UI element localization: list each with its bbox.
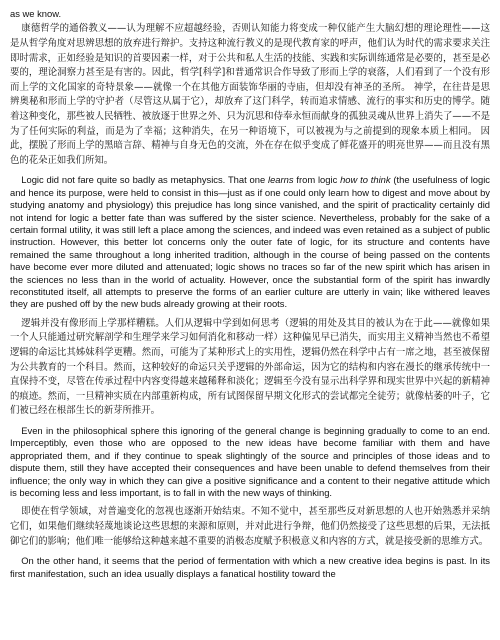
emphasis-learns: learns xyxy=(268,174,294,186)
paragraph-en-philosophy: Even in the philosophical sphere this ignoring of the general change is beginning gradually to come to an end. Imperceptibly, even those who are opposed to the new ideas have become familiar with them and have appropriated them, and if they continue to speak slightingly of the source and principles of those ideas and to dispute them, still they have accepted their consequences and have been unable to defend themselves from their influence; the only way in which they can give a positive significance and a content to their negative attitude which is becoming less and less important, is to fall in with the new ways of thinking. xyxy=(10,424,490,498)
text-run: (the usefulness of logic and hence its purpose, were held to consist in this—just as if one could only learn how to digest and move about by studying anatomy and physiology) this prejudice has long since vanished, and the spirit of practicality certainly did not intend for logic a better fate than was suffered by the sister science. Nevertheless, probably for the sake of a certain formal utility, it was still left a place among the sciences, and indeed was even retained as a subject of public instruction. However, this better lot concerns only the outer fate of logic, for its structure and contents have remained the same throughout a long inherited tradition, although in the course of being passed on the contents have become ever more diluted and attenuated; logic shows no traces so far of the new spirit which has arisen in the sciences no less than in the world of actuality. However, once the substantial form of the spirit has inwardly reconstituted itself, all attempts to preserve the forms of an earlier culture are utterly in vain; like withered leaves they are pushed off by the new buds already growing at their roots. xyxy=(10,174,490,310)
paragraph-zh-2: 逻辑并没有像形而上学那样糟糕。人们从逻辑中学到如何思考（逻辑的用处及其目的被认为在于此——就像如果一个人只能通过研究解剖学和生理学来学习如何消化和移动一样）这种偏见早已消失，而实用主义精神当然也不希望逻辑的命运比其姊妹科学更糟。然而，可能为了某种形式上的实用性，逻辑仍然在科学中占有一席之地，甚至被保留为公共教育的一个科目。然而，这种较好的命运只关乎逻辑的外部命运，因为它的结构和内容在漫长的继承传统中一直保持不变，尽管在传承过程中内容变得越来越稀释和淡化；逻辑至今没有显示出科学界和现实世界中兴起的新精神的痕迹。然而，一旦精神实质在内部重新构成，所有试图保留早期文化形式的尝试都完全徒劳；就像枯萎的叶子，它们被已经在根部生长的新芽所推开。 xyxy=(10,317,490,417)
text-run: Logic did not fare quite so badly as metaphysics. That one xyxy=(21,174,269,186)
paragraph-fragment: as we know. xyxy=(10,8,62,19)
paragraph-zh-3: 即使在哲学领域，对普遍变化的忽视也逐渐开始结束。不知不觉中，甚至那些反对新思想的人也开始熟悉并采纳它们，如果他们继续轻蔑地谈论这些思想的来源和原则，并对此进行争辩，他们仍然接受了这些思想的后果，无法抵御它们的影响；他们唯一能够给这种越来越不重要的消极态度赋予积极意义和内容的方式，就是接受新的思维方式。 xyxy=(10,506,490,547)
text-run: from logic xyxy=(293,174,341,186)
emphasis-how-to-think: how to think xyxy=(340,174,391,186)
paragraph-en-fermentation: On the other hand, it seems that the period of fermentation with which a new creative idea begins is past. In its first manifestation, such an idea usually displays a fanatical hostility toward the xyxy=(10,555,490,579)
paragraph-en-logic xyxy=(10,174,490,310)
paragraph-zh-1: 康德哲学的通俗教义——认为理解不应超越经验，否则认知能力将变成一种仅能产生大脑幻想的理论理性——这是从哲学角度对思辨思想的放弃进行辩护。支持这种流行教义的是现代教育家的呼声，他们认为时代的需求要求关注即时需求，正如经验是知识的首要因素一样，对于公共和私人生活的技能、实践和实际训练通常是必要的，甚至是必要的，理论洞察力甚至是有害的。因此，哲学[科学]和普通常识合作导致了形而上学的衰落，人们看到了一个没有形而上学的文化国家的奇特景象——就像一个在其他方面装饰华丽的寺庙，但却没有神圣的圣所。 神学，在往昔是思辨奥秘和形而上学的守护者（尽管这从属于它），却放弃了这门科学，转而追求情感、流行的事实和历史的博学。随着这种变化，那些被人民牺牲、被放逐于世界之外、只为沉思和侍奉永恒而献身的孤独灵魂从世界上消失了——不是为了任何实际的利益，而是为了幸福；这种消失，在另一种语境下，可以被视为与之前提到的现象本质上相同。 因此，摆脱了形而上学的黑暗言辞、精神与自身无色的交流，外在存在似乎变成了鲜花盛开的明亮世界——而且没有黑色的花朵正如我们所知。 xyxy=(10,23,490,166)
